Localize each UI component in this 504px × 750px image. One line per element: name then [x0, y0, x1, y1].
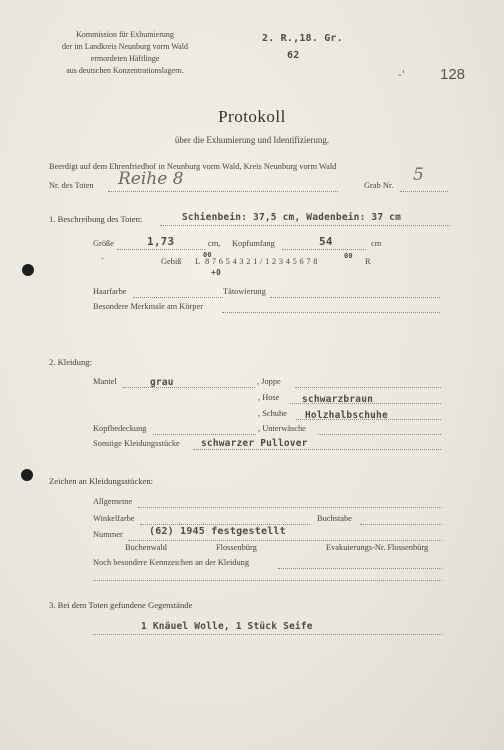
description-line [160, 225, 450, 226]
trousers-label: , Hose [258, 393, 280, 402]
underwear-label: , Unterwäsche [258, 424, 306, 433]
teeth-left-label: L [195, 257, 201, 266]
commission-line-4: aus deutschen Konzentrationslagern. [66, 66, 184, 75]
special-marks-label: Noch besondere Kennzeichen an der Kleidung [93, 558, 250, 567]
height-label: Größe [93, 239, 114, 248]
dash-mark: - [101, 254, 104, 263]
continuation-line [93, 580, 442, 581]
page-mark: -' [398, 68, 405, 81]
hair-color-line [133, 297, 223, 298]
section-1-heading: 1. Beschreibung des Toten: [49, 214, 143, 224]
number-value: (62) 1945 festgestellt [149, 526, 286, 537]
other-clothing-line [193, 449, 441, 450]
dead-number-value: Reihe 8 [118, 169, 184, 189]
dead-number-label: Nr. des Toten [49, 181, 94, 190]
other-clothing-label: Sonstige Kleidungsstücke [93, 439, 180, 448]
headwear-line [153, 434, 256, 435]
letter-label: Buchstabe [317, 514, 352, 523]
punch-hole-top [22, 264, 34, 276]
evacuation-number-label: Evakuierungs-Nr. Flossenbürg [326, 543, 429, 552]
height-unit: cm, [208, 239, 221, 248]
teeth-label: Gebiß [161, 257, 182, 266]
reference-line-2: 62 [287, 50, 300, 61]
number-label: Nummer [93, 530, 123, 539]
hair-color-label: Haarfarbe [93, 287, 127, 296]
teeth-marks-top-left: 00 [203, 251, 212, 259]
head-circumference-label: Kopfumfang [232, 239, 275, 248]
grave-number-line [400, 191, 448, 192]
burial-text: Beerdigt auf dem Ehrenfriedhof in Neunburg vorm Wald, Kreis Neunburg vorm Wald [49, 162, 337, 171]
page-number: 128 [440, 66, 466, 83]
head-circumference-unit: cm [371, 239, 382, 248]
head-circumference-line [282, 249, 366, 250]
shoes-label: , Schuhe [258, 409, 287, 418]
commission-line-1: Kommission für Exhumierung [76, 30, 174, 39]
body-marks-line [222, 312, 440, 313]
teeth-right-label: R [365, 257, 371, 266]
other-clothing-value: schwarzer Pullover [201, 438, 308, 449]
bone-measurements: Schienbein: 37,5 cm, Wadenbein: 37 cm [182, 212, 402, 223]
height-line [117, 249, 205, 250]
number-line [128, 540, 442, 541]
teeth-marks-top-right: 00 [344, 252, 353, 260]
teeth-numbers: 8 7 6 5 4 3 2 1 / 1 2 3 4 5 6 7 8 [205, 257, 318, 266]
punch-hole-bottom [21, 469, 33, 481]
commission-line-2: der im Landkreis Neunburg vorm Wald [62, 42, 188, 51]
commission-line-3: ermordeten Häftlinge [90, 54, 160, 63]
found-items-value: 1 Knäuel Wolle, 1 Stück Seife [141, 621, 313, 632]
headwear-label: Kopfbedeckung [93, 424, 147, 433]
trousers-value: schwarzbraun [302, 394, 374, 405]
coat-line [123, 387, 255, 388]
teeth-marks-bottom: +0 [211, 268, 222, 277]
shoes-value: Holzhalbschuhe [305, 410, 388, 421]
page-title: Protokoll [218, 107, 286, 126]
angle-color-label: Winkelfarbe [93, 514, 135, 523]
angle-color-line [140, 524, 310, 525]
grave-number-label: Grab Nr. [364, 181, 394, 190]
jacket-line [295, 387, 441, 388]
reference-line-1: 2. R.,18. Gr. [262, 33, 343, 44]
grave-number-value: 5 [413, 165, 424, 185]
head-circumference-value: 54 [319, 235, 333, 248]
dead-number-line [108, 191, 338, 192]
page-subtitle: über die Exhumierung und Identifizierung. [174, 135, 330, 145]
buchenwald-label: Buchenwald [125, 543, 167, 552]
special-marks-line [278, 568, 442, 569]
underwear-line [318, 434, 441, 435]
tattoo-label: Tätowierung [223, 287, 266, 296]
body-marks-label: Besondere Merkmale am Körper [93, 302, 203, 311]
height-value: 1,73 [147, 235, 175, 248]
coat-label: Mantel [93, 377, 117, 386]
letter-line [360, 524, 442, 525]
general-marks-line [138, 507, 442, 508]
clothing-marks-heading: Zeichen an Kleidungsstücken: [49, 476, 154, 486]
section-2-heading: 2. Kleidung: [49, 357, 92, 367]
general-marks-label: Allgemeine [93, 497, 133, 506]
jacket-label: , Joppe [257, 377, 281, 386]
section-3-heading: 3. Bei dem Toten gefundene Gegenstände [49, 600, 193, 610]
found-items-line [93, 634, 442, 635]
tattoo-line [270, 297, 440, 298]
coat-value: grau [150, 377, 174, 388]
flossenburg-label: Flossenbürg [216, 543, 257, 552]
commission-block [50, 29, 200, 77]
